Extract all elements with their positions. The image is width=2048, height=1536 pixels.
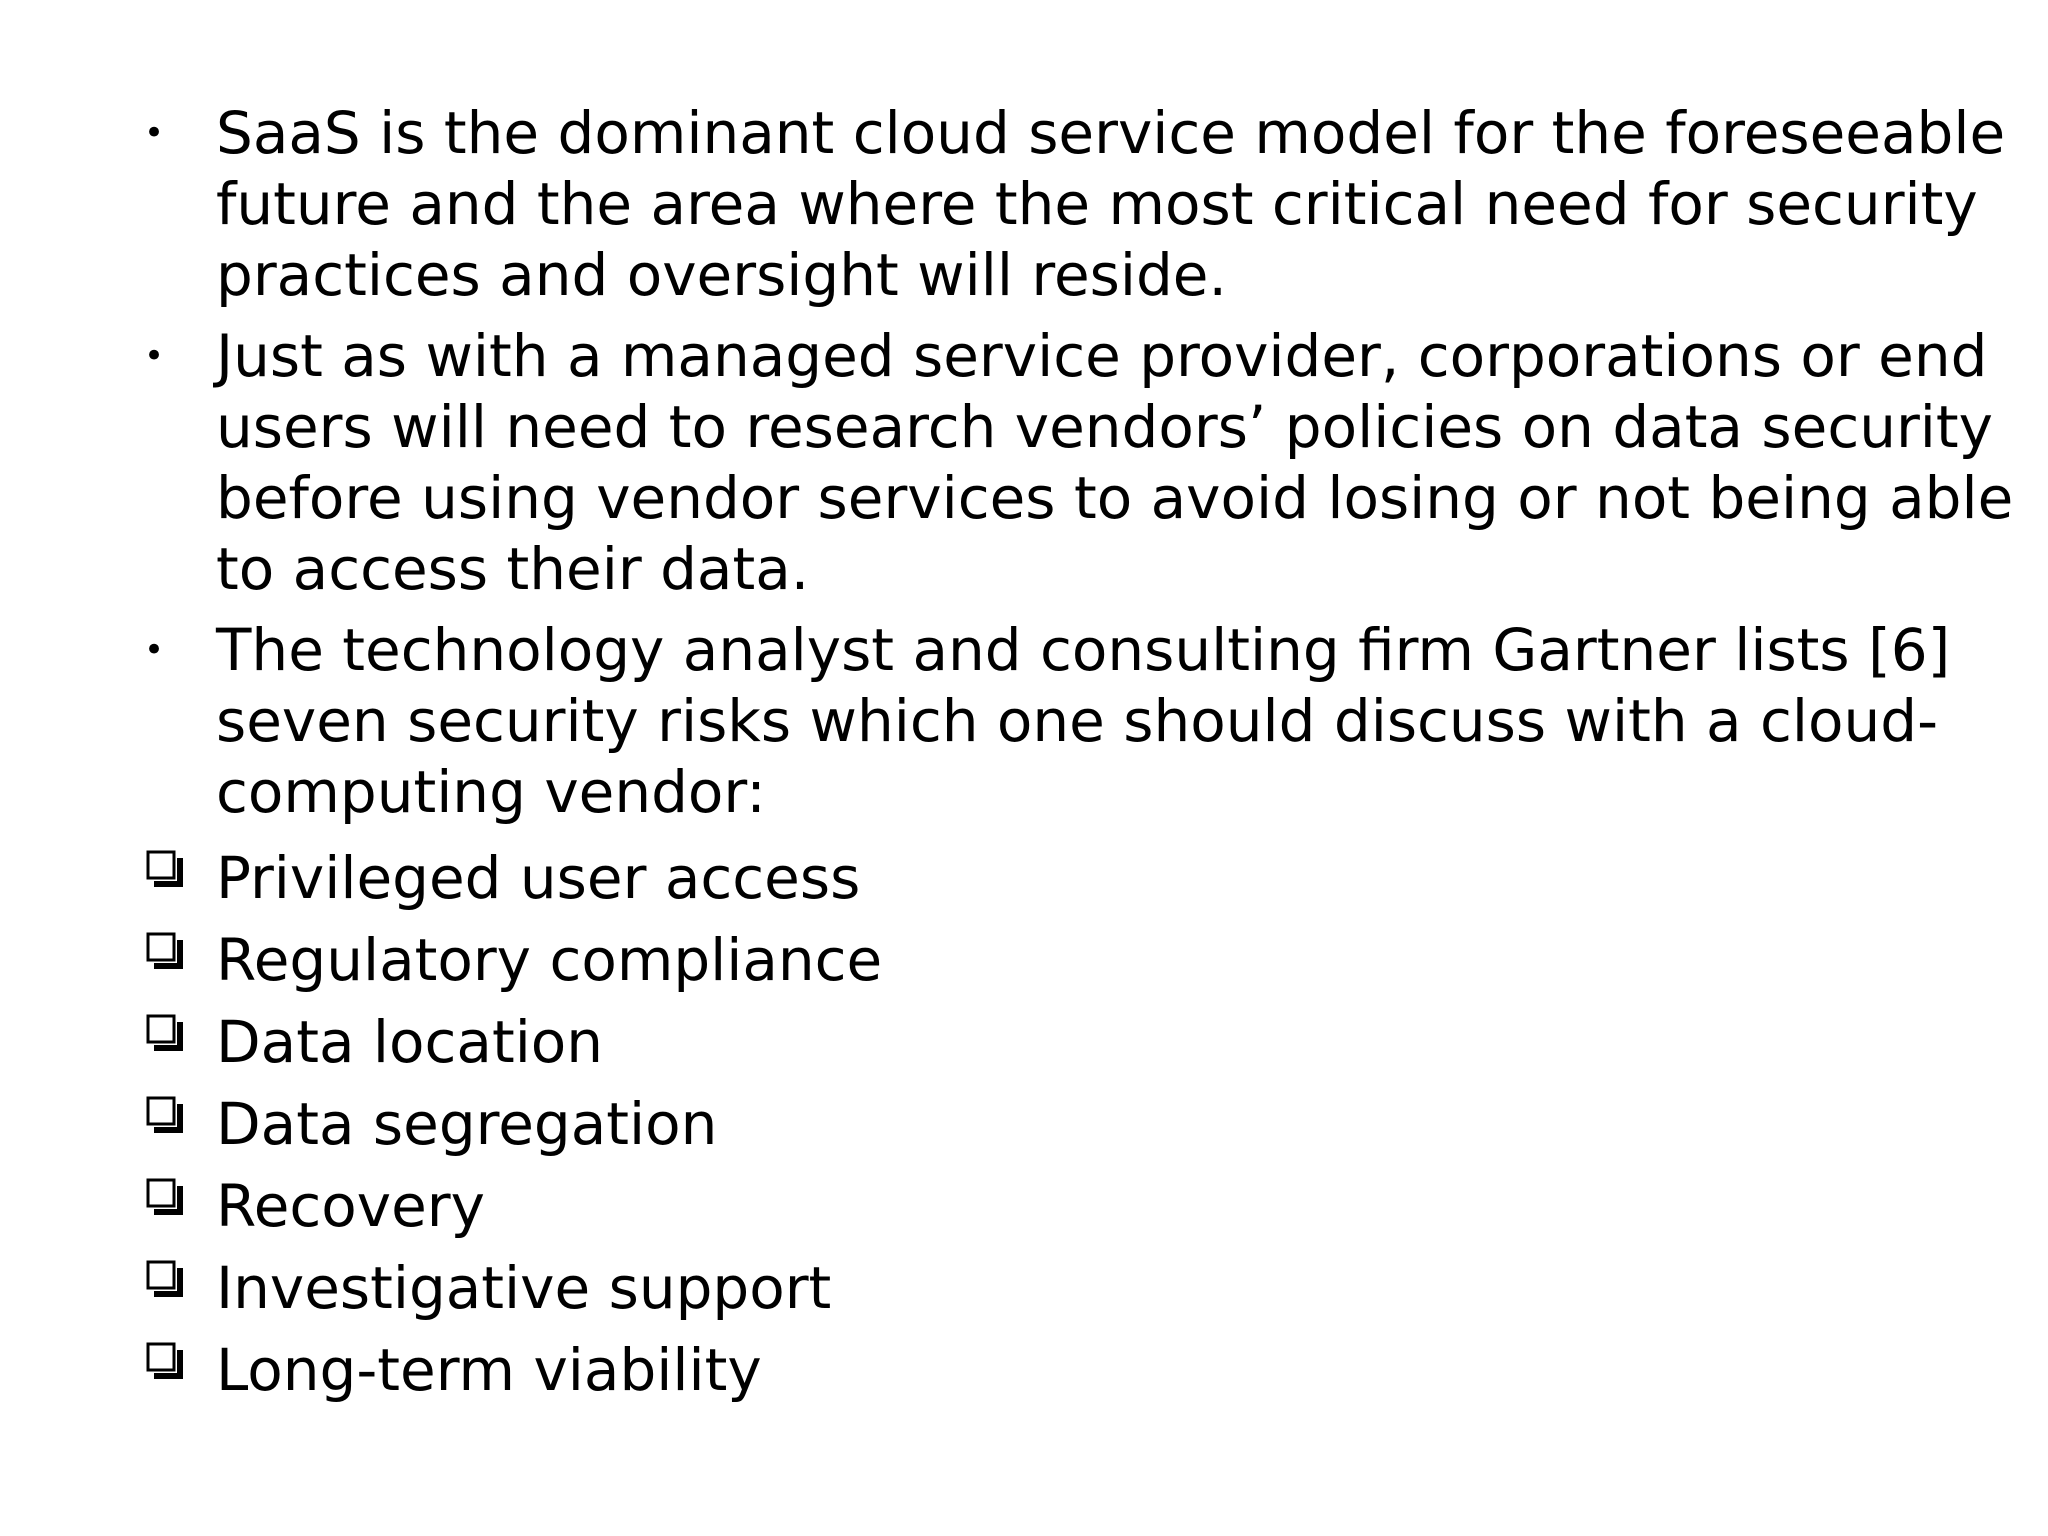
risk-item-investigative-support bbox=[138, 1252, 1958, 1334]
risk-label: Investigative support bbox=[216, 1254, 832, 1322]
risk-item-long-term-viability bbox=[138, 1334, 1958, 1416]
security-risks-list bbox=[138, 842, 1958, 1416]
risk-label: Regulatory compliance bbox=[216, 926, 883, 994]
risk-label: Recovery bbox=[216, 1172, 485, 1240]
bullet-item-gartner bbox=[138, 615, 1958, 828]
risk-item-data-location bbox=[138, 1006, 1958, 1088]
checkbox-icon bbox=[146, 1014, 184, 1052]
risk-item-data-segregation bbox=[138, 1088, 1958, 1170]
bullet-text: SaaS is the dominant cloud service model for the foreseeable future and the area where the most critical need for security practices and oversight will reside. bbox=[216, 99, 2006, 309]
bullet-item-saas bbox=[138, 98, 2006, 311]
checkbox-icon bbox=[146, 1178, 184, 1216]
bullet-marker: • bbox=[144, 113, 165, 153]
checkbox-icon bbox=[146, 1342, 184, 1380]
risk-label: Data location bbox=[216, 1008, 604, 1076]
bullet-text: Just as with a managed service provider, corporations or end users will need to research vendors’ policies on data security before using vendor services to avoid losing or not being able to access their data. bbox=[216, 322, 2014, 603]
risk-label: Privileged user access bbox=[216, 844, 861, 912]
risk-label: Long-term viability bbox=[216, 1336, 762, 1404]
checkbox-icon bbox=[146, 932, 184, 970]
bullet-text: The technology analyst and consulting firm Gartner lists [6] seven security risks which one should discuss with a cloud-computing vendor: bbox=[216, 616, 1951, 826]
checkbox-icon bbox=[146, 1096, 184, 1134]
risk-label: Data segregation bbox=[216, 1090, 718, 1158]
risk-item-privileged-user-access bbox=[138, 842, 1958, 924]
bullet-item-vendor-policies bbox=[138, 321, 2014, 605]
checkbox-icon bbox=[146, 850, 184, 888]
slide-content bbox=[138, 98, 2014, 1416]
bullet-marker: • bbox=[144, 630, 165, 670]
bullet-list bbox=[138, 98, 2014, 828]
risk-item-recovery bbox=[138, 1170, 1958, 1252]
bullet-marker: • bbox=[144, 336, 165, 376]
risk-item-regulatory-compliance bbox=[138, 924, 1958, 1006]
checkbox-icon bbox=[146, 1260, 184, 1298]
